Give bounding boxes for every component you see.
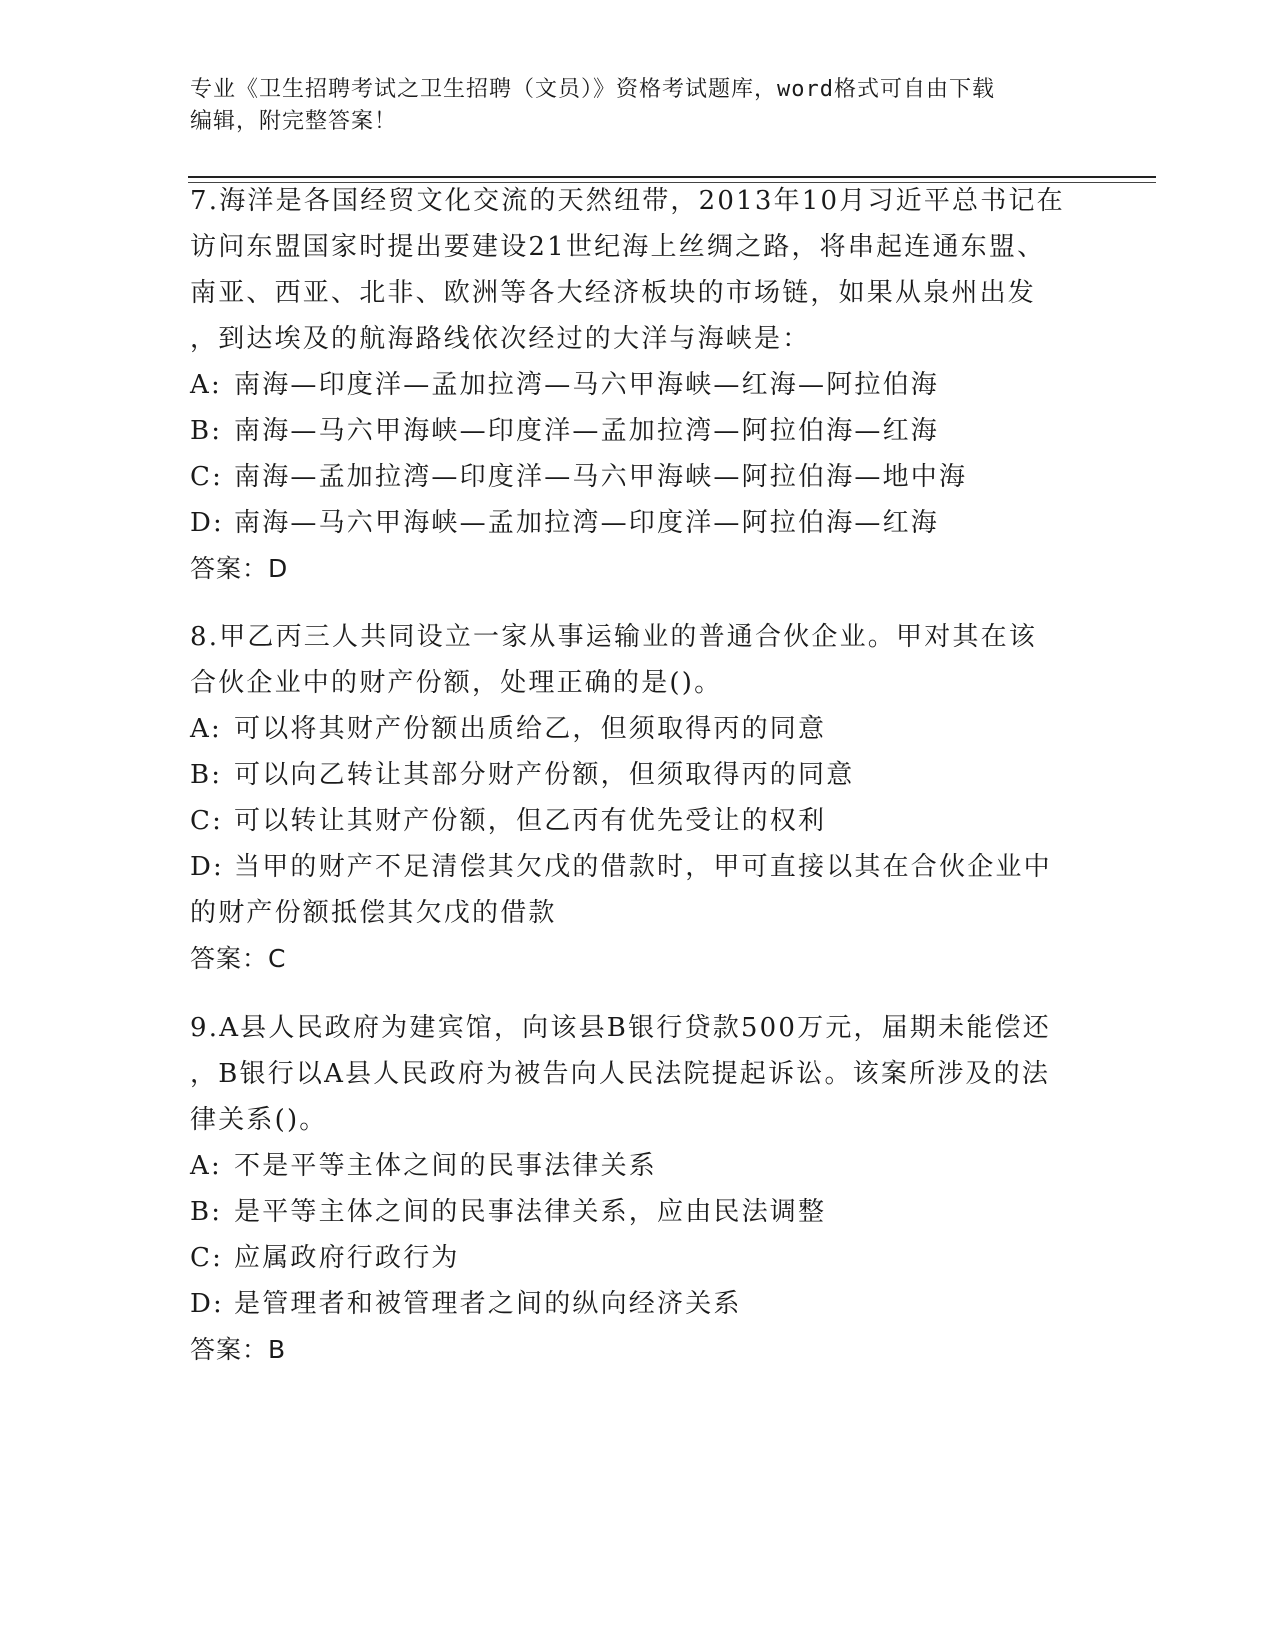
document-header bbox=[190, 74, 1090, 138]
option-letter: D: bbox=[190, 852, 225, 882]
option-letter: C: bbox=[190, 806, 224, 836]
option-c bbox=[190, 798, 1090, 844]
option-text: 是平等主体之间的民事法律关系，应由民法调整 bbox=[234, 1197, 827, 1227]
header-line-1: 专业《卫生招聘考试之卫生招聘（文员）》资格考试题库，word格式可自由下载 bbox=[190, 77, 995, 102]
question-text-line: 律关系()。 bbox=[190, 1105, 328, 1135]
option-d bbox=[190, 844, 1090, 890]
question-text-line: ，B银行以A县人民政府为被告向人民法院提起诉讼。该案所涉及的法 bbox=[190, 1059, 1051, 1089]
option-letter: D: bbox=[190, 1289, 225, 1319]
option-letter: B: bbox=[190, 416, 223, 446]
question-text-line: 合伙企业中的财产份额，处理正确的是()。 bbox=[190, 668, 723, 698]
question-text-line: 8.甲乙丙三人共同设立一家从事运输业的普通合伙企业。甲对其在该 bbox=[190, 622, 1038, 652]
option-text: 是管理者和被管理者之间的纵向经济关系 bbox=[234, 1289, 742, 1319]
question-text-line: ，到达埃及的航海路线依次经过的大洋与海峡是： bbox=[190, 324, 811, 354]
option-a bbox=[190, 362, 1090, 408]
option-b bbox=[190, 408, 1090, 454]
question-text-line: 访问东盟国家时提出要建设21世纪海上丝绸之路，将串起连通东盟、 bbox=[190, 232, 1046, 262]
header-line-2: 编辑，附完整答案！ bbox=[190, 109, 398, 134]
option-letter: D: bbox=[190, 508, 225, 538]
option-letter: C: bbox=[190, 462, 224, 492]
option-letter: A: bbox=[190, 1151, 222, 1181]
option-text: 南海—孟加拉湾—印度洋—马六甲海峡—阿拉伯海—地中海 bbox=[234, 462, 968, 492]
option-text: 南海—印度洋—孟加拉湾—马六甲海峡—红海—阿拉伯海 bbox=[234, 370, 940, 400]
option-text: 可以向乙转让其部分财产份额，但须取得丙的同意 bbox=[234, 760, 855, 790]
option-text: 可以转让其财产份额，但乙丙有优先受让的权利 bbox=[234, 806, 827, 836]
option-letter: B: bbox=[190, 760, 223, 790]
option-letter: C: bbox=[190, 1243, 224, 1273]
option-letter: A: bbox=[190, 714, 222, 744]
question-text-line: 7.海洋是各国经贸文化交流的天然纽带，2013年10月习近平总书记在 bbox=[190, 186, 1065, 216]
option-letter: A: bbox=[190, 370, 222, 400]
option-b bbox=[190, 1189, 1090, 1235]
option-text: 南海—马六甲海峡—印度洋—孟加拉湾—阿拉伯海—红海 bbox=[234, 416, 940, 446]
option-text: 可以将其财产份额出质给乙，但须取得丙的同意 bbox=[234, 714, 827, 744]
option-text: 南海—马六甲海峡—孟加拉湾—印度洋—阿拉伯海—红海 bbox=[234, 508, 940, 538]
option-c bbox=[190, 1235, 1090, 1281]
answer-line: 答案：B bbox=[190, 1335, 287, 1364]
option-b bbox=[190, 752, 1090, 798]
question-text-line: 9.A县人民政府为建宾馆，向该县B银行贷款500万元，届期未能偿还 bbox=[190, 1013, 1051, 1043]
option-text: 当甲的财产不足清偿其欠戊的借款时，甲可直接以其在合伙企业中 bbox=[234, 852, 1052, 882]
answer-line: 答案：C bbox=[190, 944, 287, 973]
option-a bbox=[190, 706, 1090, 752]
answer-line: 答案：D bbox=[190, 554, 289, 583]
question-text-line: 南亚、西亚、北非、欧洲等各大经济板块的市场链，如果从泉州出发 bbox=[190, 278, 1037, 308]
question-9 bbox=[190, 1005, 1090, 1373]
option-c bbox=[190, 454, 1090, 500]
option-letter: B: bbox=[190, 1197, 223, 1227]
option-d-continuation: 的财产份额抵偿其欠戊的借款 bbox=[190, 898, 557, 928]
option-text: 不是平等主体之间的民事法律关系 bbox=[234, 1151, 658, 1181]
option-text: 应属政府行政行为 bbox=[234, 1243, 460, 1273]
question-7 bbox=[190, 178, 1090, 592]
question-8 bbox=[190, 614, 1090, 982]
option-a bbox=[190, 1143, 1090, 1189]
option-d bbox=[190, 1281, 1090, 1327]
option-d bbox=[190, 500, 1090, 546]
